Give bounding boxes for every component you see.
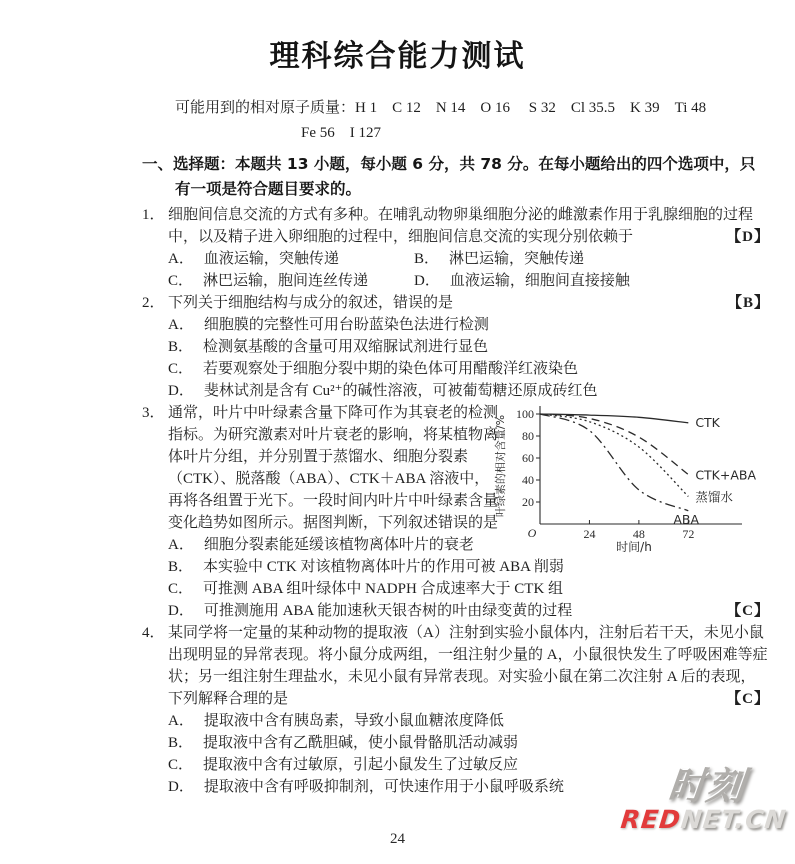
atomic-masses-intro: 可能用到的相对原子质量： (175, 100, 356, 116)
question-4-stem-text: 某同学将一定量的某种动物的提取液（A）注射到实验小鼠体内，注射后若干天，未见小鼠出现明显的异常表现。将小鼠分成两组，一组注射少量的 A，小鼠很快发生了呼吸困难等症状；另一组注射生理盐水，未见小鼠有异常表现。对实验小鼠在第二次注射 A 后的表现，下列解释合理的是 (168, 625, 768, 707)
option-3a-label: A． (168, 537, 194, 553)
page-number: 24 (390, 831, 405, 847)
atomic-masses-line1 (175, 96, 770, 121)
question-2-options (142, 314, 770, 402)
option-2a-text: 细胞膜的完整性可用台盼蓝染色法进行检测 (203, 317, 489, 333)
option-2b-text: 检测氨基酸的含量可用双缩脲试剂进行显色 (203, 339, 489, 355)
question-4-answer-key: 【C】 (726, 691, 770, 707)
question-2-answer-key: 【B】 (726, 295, 770, 311)
svg-text:100: 100 (516, 407, 534, 421)
series-label-2: CTK+ABA (695, 467, 757, 483)
question-1 (142, 204, 770, 292)
question-1-answer-key: 【D】 (726, 229, 770, 245)
option-4a-label: A． (168, 713, 194, 729)
option-1d-label: D． (414, 273, 440, 289)
option-1a (168, 248, 414, 270)
series-line-3 (540, 414, 688, 497)
option-2d-text: 斐林试剂是含有 Cu²⁺的碱性溶液，可被葡萄糖还原成砖红色 (203, 383, 598, 399)
option-4a-text: 提取液中含有胰岛素，导致小鼠血糖浓度降低 (203, 713, 504, 729)
atomic-masses-values2: Fe 56 I 127 (301, 125, 381, 141)
watermark-site-text (620, 807, 788, 832)
option-3d-label: D． (168, 603, 194, 619)
question-1-stem-text: 细胞间信息交流的方式有多种。在哺乳动物卵巢细胞分泌的雌激素作用于乳腺细胞的过程中，以及精子进入卵细胞的过程中，细胞间信息交流的实现分别依赖于 (168, 207, 754, 245)
svg-text:叶绿素的相对含量/%: 叶绿素的相对含量/% (494, 414, 507, 518)
option-1a-text: 血液运输，突触传递 (203, 251, 339, 267)
option-1c-label: C． (168, 273, 194, 289)
option-1b-text: 淋巴运输，突触传递 (449, 251, 585, 267)
section-text: 选择题：本题共 13 小题，每小题 6 分，共 78 分。在每小题给出的四个选项中，只有一项是符合题目要求的。 (173, 155, 756, 198)
option-2a-label: A． (168, 317, 194, 333)
svg-text:时间/h: 时间/h (616, 540, 652, 554)
option-4b-label: B． (168, 735, 194, 751)
option-1c (168, 270, 414, 292)
section-heading (142, 152, 770, 202)
option-3c-label: C． (168, 581, 194, 597)
option-2c-label: C． (168, 361, 194, 377)
watermark-cn-text: 时刻 (666, 764, 747, 808)
option-2c-text: 若要观察处于细胞分裂中期的染色体可用醋酸洋红液染色 (203, 361, 579, 377)
svg-text:20: 20 (522, 495, 534, 509)
option-1b (414, 248, 770, 270)
option-4c-label: C． (168, 757, 194, 773)
question-3-number: 3． (142, 405, 165, 421)
atomic-masses-line2 (175, 121, 770, 146)
option-1a-label: A． (168, 251, 194, 267)
question-4-stem (142, 622, 770, 710)
svg-text:24: 24 (583, 527, 596, 541)
content-area (142, 96, 770, 798)
option-3c-text: 可推测 ABA 组叶绿体中 NADPH 合成速率大于 CTK 组 (203, 581, 564, 597)
option-3c (168, 578, 770, 600)
series-line-4 (540, 414, 688, 511)
question-2-stem-text: 下列关于细胞结构与成分的叙述，错误的是 (168, 295, 454, 311)
questions-list (142, 204, 770, 798)
option-3a-text: 细胞分裂素能延缓该植物离体叶片的衰老 (203, 537, 474, 553)
question-3 (142, 402, 770, 622)
svg-text:72: 72 (682, 527, 695, 541)
question-2 (142, 292, 770, 402)
svg-text:60: 60 (522, 451, 534, 465)
series-label-4: ABA (673, 511, 700, 527)
question-1-stem (142, 204, 770, 248)
question-1-number: 1． (142, 207, 165, 223)
series-label-1: CTK (695, 414, 720, 430)
chlorophyll-line-chart (494, 396, 786, 554)
option-3d-text: 可推测施用 ABA 能加速秋天银杏树的叶由绿变黄的过程 (203, 603, 573, 619)
option-3b-text: 本实验中 CTK 对该植物离体叶片的作用可被 ABA 削弱 (203, 559, 564, 575)
watermark-gray-part: NET.CN (679, 805, 789, 834)
option-4b (168, 732, 770, 754)
option-3b-label: B． (168, 559, 194, 575)
svg-text:80: 80 (522, 429, 534, 443)
option-2b (168, 336, 770, 358)
option-2b-label: B． (168, 339, 194, 355)
option-4d-label: D． (168, 779, 194, 795)
option-1b-label: B． (414, 251, 440, 267)
option-4d-text: 提取液中含有呼吸抑制剂，可快速作用于小鼠呼吸系统 (203, 779, 564, 795)
option-4c-text: 提取液中含有过敏原，引起小鼠发生了过敏反应 (203, 757, 519, 773)
question-3-stem (142, 402, 498, 534)
option-3d (168, 600, 770, 622)
question-4-number: 4． (142, 625, 165, 641)
option-1c-text: 淋巴运输，胞间连丝传递 (203, 273, 369, 289)
option-3b (168, 556, 770, 578)
option-1d-text: 血液运输，细胞间直接接触 (449, 273, 630, 289)
section-number: 一、 (142, 155, 174, 173)
series-line-2 (540, 414, 688, 475)
svg-text:40: 40 (522, 473, 534, 487)
option-4a (168, 710, 770, 732)
question-2-number: 2． (142, 295, 165, 311)
series-label-3: 蒸馏水 (695, 489, 733, 505)
option-2a (168, 314, 770, 336)
question-3-answer-key: 【C】 (726, 603, 770, 619)
watermark (619, 764, 793, 834)
svg-text:O: O (527, 526, 537, 540)
option-2d-label: D． (168, 383, 194, 399)
option-1d (414, 270, 770, 292)
watermark-red-part: RED (619, 805, 683, 834)
option-4b-text: 提取液中含有乙酰胆碱，使小鼠骨骼肌活动减弱 (203, 735, 519, 751)
page-title: 理科综合能力测试 (269, 39, 526, 74)
question-3-stem-text: 通常，叶片中叶绿素含量下降可作为其衰老的检测指标。为研究激素对叶片衰老的影响，将某植物离体叶片分组，并分别置于蒸馏水、细胞分裂素（CTK）、脱落酸（ABA）、CTK＋ABA 溶液中，再将各组置于光下。一段时间内叶片中叶绿素含量变化趋势如图所示。据图判断，下列叙述错误的是 (168, 405, 499, 531)
svg-text:48: 48 (632, 527, 645, 541)
chart-svg (494, 396, 786, 554)
atomic-masses-note (142, 96, 770, 146)
option-2c (168, 358, 770, 380)
question-2-stem (142, 292, 770, 314)
question-1-options (142, 248, 770, 292)
atomic-masses-values1: H 1 C 12 N 14 O 16 S 32 Cl 35.5 K 39 Ti 48 (355, 100, 707, 116)
